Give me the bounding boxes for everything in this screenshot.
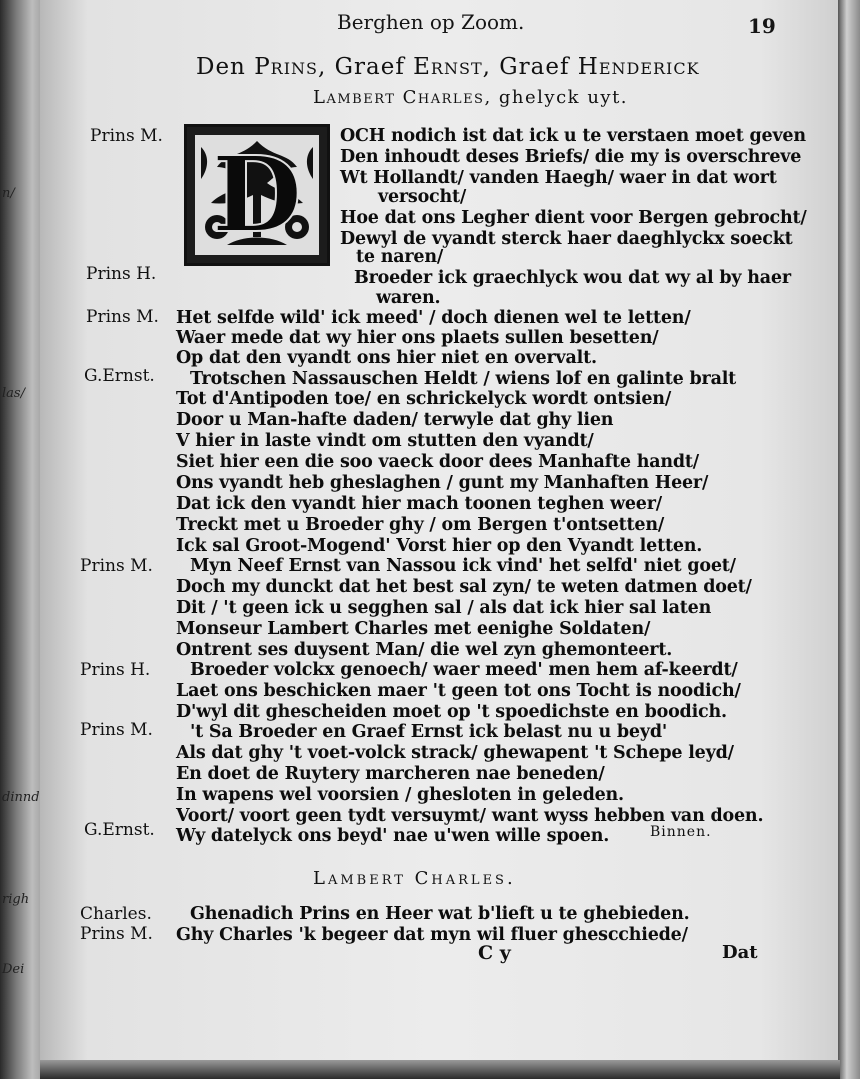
verse-line: Den inhoudt deses Briefs/ die my is overschreve <box>340 147 802 167</box>
verse-line: Door u Man-hafte daden/ terwyle dat ghy lien <box>176 410 614 430</box>
verse-line: Treckt met u Broeder ghy / om Bergen t'ontsetten/ <box>176 515 665 535</box>
verse-line: Broeder volckx genoech/ waer meed' men hem af-keerdt/ <box>190 660 738 680</box>
verse-line: Laet ons beschicken maer 't geen tot ons Tocht is noodich/ <box>176 681 741 701</box>
verse-line: Ons vyandt heb gheslaghen / gunt my Manhaften Heer/ <box>176 473 709 493</box>
verse-line: Waer mede dat wy hier ons plaets sullen besetten/ <box>176 328 659 348</box>
verse-line: Monseur Lambert Charles met eenighe Soldaten/ <box>176 619 651 639</box>
left-page-fragment: Dei <box>2 962 25 977</box>
speaker-heading: Lambert Charles. <box>313 868 516 889</box>
stage-direction: Binnen. <box>650 824 712 840</box>
verse-line: Doch my dunckt dat het best sal zyn/ te weten datmen doet/ <box>176 577 752 597</box>
verse-line: OCH nodich ist dat ick u te verstaen moet geven <box>340 126 806 146</box>
verse-line: Dit / 't geen ick u segghen sal / als dat ick hier sal laten <box>176 598 712 618</box>
verse-line: Dewyl de vyandt sterck haer daeghlyckx soeckt <box>340 229 793 249</box>
verse-line: Ghy Charles 'k begeer dat myn wil fluer ghescchiede/ <box>176 925 688 945</box>
left-page-fragment: dinnd <box>2 790 40 805</box>
floral-ornament-icon <box>187 127 327 263</box>
page-number: 19 <box>748 14 776 38</box>
verse-line: V hier in laste vindt om stutten den vyandt/ <box>176 431 594 451</box>
verse-line: In wapens wel voorsien / ghesloten in geleden. <box>176 785 624 805</box>
verse-line: Ghenadich Prins en Heer wat b'lieft u te ghebieden. <box>190 904 690 924</box>
speaker-label: Prins M. <box>80 556 153 576</box>
verse-line: Myn Neef Ernst van Nassou ick vind' het selfd' niet goet/ <box>190 556 736 576</box>
speaker-label: Prins M. <box>80 720 153 740</box>
verse-line: Broeder ick graechlyck wou dat wy al by haer <box>354 268 791 288</box>
verse-line: Als dat ghy 't voet-volck strack/ ghewapent 't Schepe leyd/ <box>176 743 734 763</box>
left-page-fragment: righ <box>2 892 30 907</box>
initial-letter: D <box>211 133 303 256</box>
verse-line: En doet de Ruytery marcheren nae beneden/ <box>176 764 605 784</box>
verse-line: 't Sa Broeder en Graef Ernst ick belast nu u beyd' <box>190 722 668 742</box>
verse-line: Voort/ voort geen tydt versuymt/ want wyss hebben van doen. <box>176 806 764 826</box>
verse-line: Dat ick den vyandt hier mach toonen teghen weer/ <box>176 494 662 514</box>
decorated-initial <box>184 124 330 266</box>
running-head: Berghen op Zoom. <box>337 10 525 34</box>
verse-line: D'wyl dit ghescheiden moet op 't spoedichste en boodich. <box>176 702 727 722</box>
verse-line: Siet hier een die soo vaeck door dees Manhafte handt/ <box>176 452 699 472</box>
catchword: Dat <box>722 942 758 963</box>
speaker-label: Prins M. <box>90 126 163 146</box>
verse-line: Het selfde wild' ick meed' / doch dienen wel te letten/ <box>176 308 691 328</box>
speaker-label: Prins H. <box>86 264 157 284</box>
verse-line: Trotschen Nassauschen Heldt / wiens lof en galinte bralt <box>190 369 737 389</box>
verse-line: waren. <box>376 288 441 308</box>
verse-line: Ontrent ses duysent Man/ die wel zyn ghemonteert. <box>176 640 673 660</box>
left-page-fragment: n/ <box>2 186 15 201</box>
speaker-label: G.Ernst. <box>84 366 155 386</box>
left-page-fragment: las/ <box>2 386 25 401</box>
verse-line: Tot d'Antipoden toe/ en schrickelyck wordt ontsien/ <box>176 389 672 409</box>
page-bottom-shadow <box>40 1060 840 1079</box>
verse-line: Op dat den vyandt ons hier niet en overvalt. <box>176 348 597 368</box>
verse-line: Ick sal Groot-Mogend' Vorst hier op den Vyandt letten. <box>176 536 703 556</box>
speaker-label: Prins H. <box>80 660 151 680</box>
verse-line: Wy datelyck ons beyd' nae u'wen wille spoen. <box>176 826 610 846</box>
scene-heading: Den Prins, Graef Ernst, Graef Henderick <box>196 54 700 80</box>
speaker-label: Prins M. <box>80 924 153 944</box>
scene-heading-second-line: Lambert Charles, ghelyck uyt. <box>313 87 629 108</box>
signature-mark: C y <box>478 942 511 964</box>
verse-line: Hoe dat ons Legher dient voor Bergen gebrocht/ <box>340 208 807 228</box>
verse-line: Wt Hollandt/ vanden Haegh/ waer in dat wort <box>340 168 777 188</box>
speaker-label: Charles. <box>80 904 152 924</box>
speaker-label: G.Ernst. <box>84 820 155 840</box>
verse-line: te naren/ <box>356 247 444 267</box>
page-edge <box>838 0 860 1079</box>
speaker-label: Prins M. <box>86 307 159 327</box>
verse-line: versocht/ <box>378 187 467 207</box>
